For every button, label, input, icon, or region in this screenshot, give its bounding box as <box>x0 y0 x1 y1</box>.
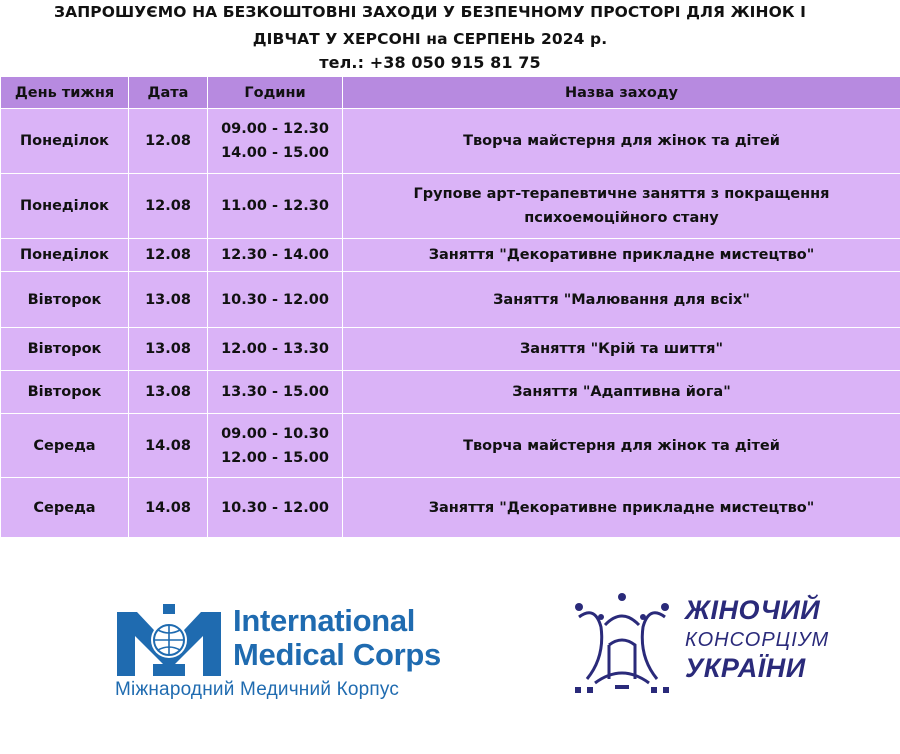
imc-logo <box>113 596 453 706</box>
column-header-date: Дата <box>129 77 208 109</box>
announcement-title-line2: ДІВЧАТ У ХЕРСОНІ на СЕРПЕНЬ 2024 р. <box>252 30 608 48</box>
day-cell: Понеділок <box>1 174 129 239</box>
zk-name-line2: КОНСОРЦІУМ <box>685 629 830 651</box>
table-header-row <box>1 77 900 109</box>
date-cell: 12.08 <box>129 174 208 239</box>
table-row <box>1 414 900 478</box>
hours-line: 12.00 - 15.00 <box>221 449 329 466</box>
event-line: Заняття "Малювання для всіх" <box>493 291 750 308</box>
hours-line: 10.30 - 12.00 <box>221 291 329 308</box>
table-row <box>1 478 900 538</box>
event-line: Групове арт-терапевтичне заняття з покращення <box>413 186 830 202</box>
day-cell: Понеділок <box>1 239 129 272</box>
column-header-hours: Години <box>208 77 343 109</box>
event-cell <box>343 109 900 174</box>
hours-line: 14.00 - 15.00 <box>221 145 329 161</box>
table-row <box>1 328 900 371</box>
event-line: Творча майстерня для жінок та дітей <box>463 133 780 149</box>
date-cell: 14.08 <box>129 414 208 478</box>
event-cell <box>343 478 900 538</box>
hours-line: 09.00 - 12.30 <box>221 121 329 137</box>
hours-line: 13.30 - 15.00 <box>221 384 329 400</box>
date-cell: 12.08 <box>129 109 208 174</box>
zk-emblem-icon <box>565 587 680 702</box>
hours-cell <box>208 371 343 414</box>
hours-cell <box>208 109 343 174</box>
hours-cell <box>208 174 343 239</box>
event-cell <box>343 414 900 478</box>
date-cell: 13.08 <box>129 328 208 371</box>
event-cell <box>343 239 900 272</box>
column-header-day: День тижня <box>1 77 129 109</box>
event-line: Заняття "Декоративне прикладне мистецтво" <box>428 499 815 516</box>
date-cell: 13.08 <box>129 371 208 414</box>
day-cell: Вівторок <box>1 272 129 328</box>
hours-cell <box>208 414 343 478</box>
event-line: Творча майстерня для жінок та дітей <box>463 437 780 454</box>
hours-line: 09.00 - 10.30 <box>221 425 329 442</box>
column-header-event: Назва заходу <box>343 77 900 109</box>
day-cell: Середа <box>1 478 129 538</box>
event-line: Заняття "Крій та шиття" <box>519 341 723 357</box>
event-cell <box>343 371 900 414</box>
date-cell: 14.08 <box>129 478 208 538</box>
table-row <box>1 109 900 174</box>
hours-line: 12.30 - 14.00 <box>221 247 329 263</box>
table-row <box>1 239 900 272</box>
hours-line: 12.00 - 13.30 <box>221 341 329 357</box>
schedule-table <box>0 76 900 538</box>
hours-cell <box>208 239 343 272</box>
event-cell <box>343 272 900 328</box>
hours-cell <box>208 272 343 328</box>
contact-phone: тел.: +38 050 915 81 75 <box>319 53 541 72</box>
day-cell: Середа <box>1 414 129 478</box>
imc-name-line1: International <box>233 603 416 638</box>
hours-line: 10.30 - 12.00 <box>221 499 329 516</box>
date-cell: 12.08 <box>129 239 208 272</box>
imc-subtitle: Міжнародний Медичний Корпус <box>115 679 400 700</box>
table-row <box>1 272 900 328</box>
event-cell <box>343 174 900 239</box>
event-line: Заняття "Декоративне прикладне мистецтво" <box>428 247 815 263</box>
event-line: психоемоційного стану <box>524 210 719 226</box>
announcement-title-line1: ЗАПРОШУЄМО НА БЕЗКОШТОВНІ ЗАХОДИ У БЕЗПЕЧНОМУ ПРОСТОРІ ДЛЯ ЖІНОК І <box>53 3 807 21</box>
zk-logo <box>565 585 835 705</box>
event-line: Заняття "Адаптивна йога" <box>512 384 731 400</box>
day-cell: Понеділок <box>1 109 129 174</box>
day-cell: Вівторок <box>1 328 129 371</box>
date-cell: 13.08 <box>129 272 208 328</box>
table-row <box>1 174 900 239</box>
event-cell <box>343 328 900 371</box>
table-row <box>1 371 900 414</box>
zk-name-line3: УКРАЇНИ <box>685 653 806 683</box>
zk-name-line1: ЖІНОЧИЙ <box>685 595 821 625</box>
hours-line: 11.00 - 12.30 <box>221 198 329 214</box>
hours-cell <box>208 328 343 371</box>
day-cell: Вівторок <box>1 371 129 414</box>
imc-emblem-icon <box>113 602 225 678</box>
hours-cell <box>208 478 343 538</box>
imc-name-line2: Medical Corps <box>233 637 441 672</box>
